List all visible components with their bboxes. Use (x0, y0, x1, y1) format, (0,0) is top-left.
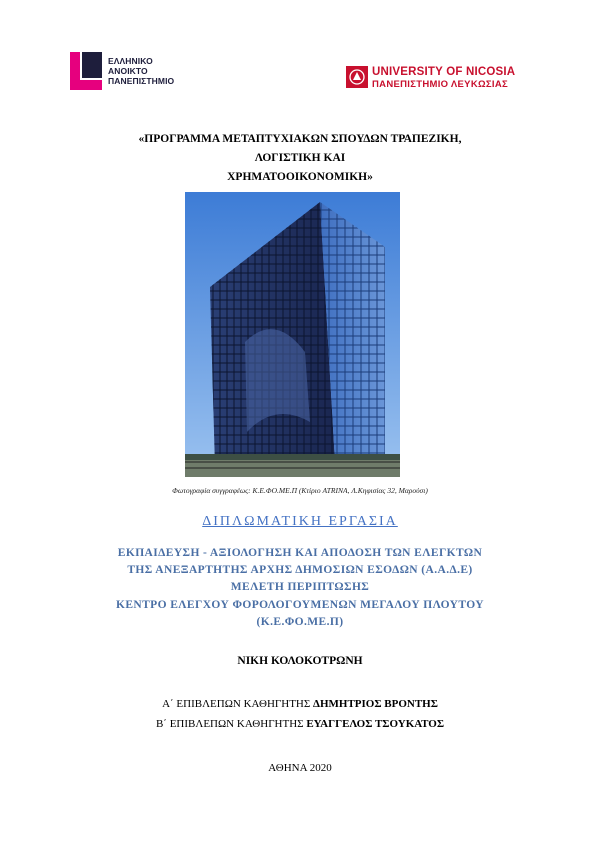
program-title-line-3: ΧΡΗΜΑΤΟΟΙΚΟΝΟΜΙΚΗ» (227, 171, 373, 183)
unic-name-greek: ΠΑΝΕΠΙΣΤΗΜΙΟ ΛΕΥΚΩΣΙΑΣ (372, 79, 509, 90)
first-supervisor (0, 698, 600, 710)
program-title-line-2: ΛΟΓΙΣΤΙΚΗ ΚΑΙ (254, 152, 346, 164)
thesis-title-line-1: ΕΚΠΑΙΔΕΥΣΗ - ΑΞΙΟΛΟΓΗΣΗ ΚΑΙ ΑΠΟΔΟΣΗ ΤΩΝ ΕΛΕΓΚΤΩΝ (117, 547, 483, 559)
thesis-title-line-4: ΚΕΝΤΡΟ ΕΛΕΓΧΟΥ ΦΟΡΟΛΟΓΟΥΜΕΝΩΝ ΜΕΓΑΛΟΥ ΠΛΟΥΤΟΥ (115, 599, 484, 611)
glass-tower-image (185, 192, 400, 477)
author-name: ΝΙΚΗ ΚΟΛΟΚΟΤΡΩΝΗ (237, 655, 363, 667)
thesis-label: ΔΙΠΛΩΜΑΤΙΚΗ ΕΡΓΑΣΙΑ (202, 514, 398, 529)
thesis-title-line-2: ΤΗΣ ΑΝΕΞΑΡΤΗΤΗΣ ΑΡΧΗΣ ΔΗΜΟΣΙΩΝ ΕΣΟΔΩΝ (Α.Α.Δ.Ε) (127, 564, 473, 576)
eap-logo-text: ΕΛΛΗΝΙΚΟ ΑΝΟΙΚΤΟ ΠΑΝΕΠΙΣΤΗΜΙΟ (108, 56, 175, 86)
building-photo (185, 192, 400, 477)
university-of-nicosia-logo (346, 66, 556, 92)
second-supervisor (0, 718, 600, 730)
hellenic-open-university-logo (66, 50, 186, 94)
second-supervisor-name: ΕΥΑΓΓΕΛΟΣ ΤΣΟΥΚΑΤΟΣ (306, 718, 445, 730)
place-and-date: ΑΘΗΝΑ 2020 (268, 762, 332, 774)
second-supervisor-role: Β΄ ΕΠΙΒΛΕΠΩΝ ΚΑΘΗΓΗΤΗΣ (155, 718, 304, 730)
program-title-line-1: «ΠΡΟΓΡΑΜΜΑ ΜΕΤΑΠΤΥΧΙΑΚΩΝ ΣΠΟΥΔΩΝ ΤΡΑΠΕΖΙΚΗ, (138, 133, 462, 145)
photo-caption: Φωτογραφία συγγραφέως: Κ.Ε.ΦΟ.ΜΕ.Π (Κτίριο ATRINA, Λ.Κηφισίας 32, Μαρούσι) (172, 486, 428, 495)
first-supervisor-name: ΔΗΜΗΤΡΙΟΣ ΒΡΟΝΤΗΣ (313, 698, 438, 710)
unic-name-english: UNIVERSITY OF NICOSIA (372, 66, 516, 78)
unic-seal-icon (346, 66, 368, 88)
first-supervisor-role: Α΄ ΕΠΙΒΛΕΠΩΝ ΚΑΘΗΓΗΤΗΣ (162, 698, 311, 710)
eap-logo-mark-icon (66, 50, 104, 92)
thesis-title-line-3: ΜΕΛΕΤΗ ΠΕΡΙΠΤΩΣΗΣ (230, 581, 370, 593)
thesis-title-line-5: (Κ.Ε.ΦΟ.ΜΕ.Π) (256, 616, 344, 628)
